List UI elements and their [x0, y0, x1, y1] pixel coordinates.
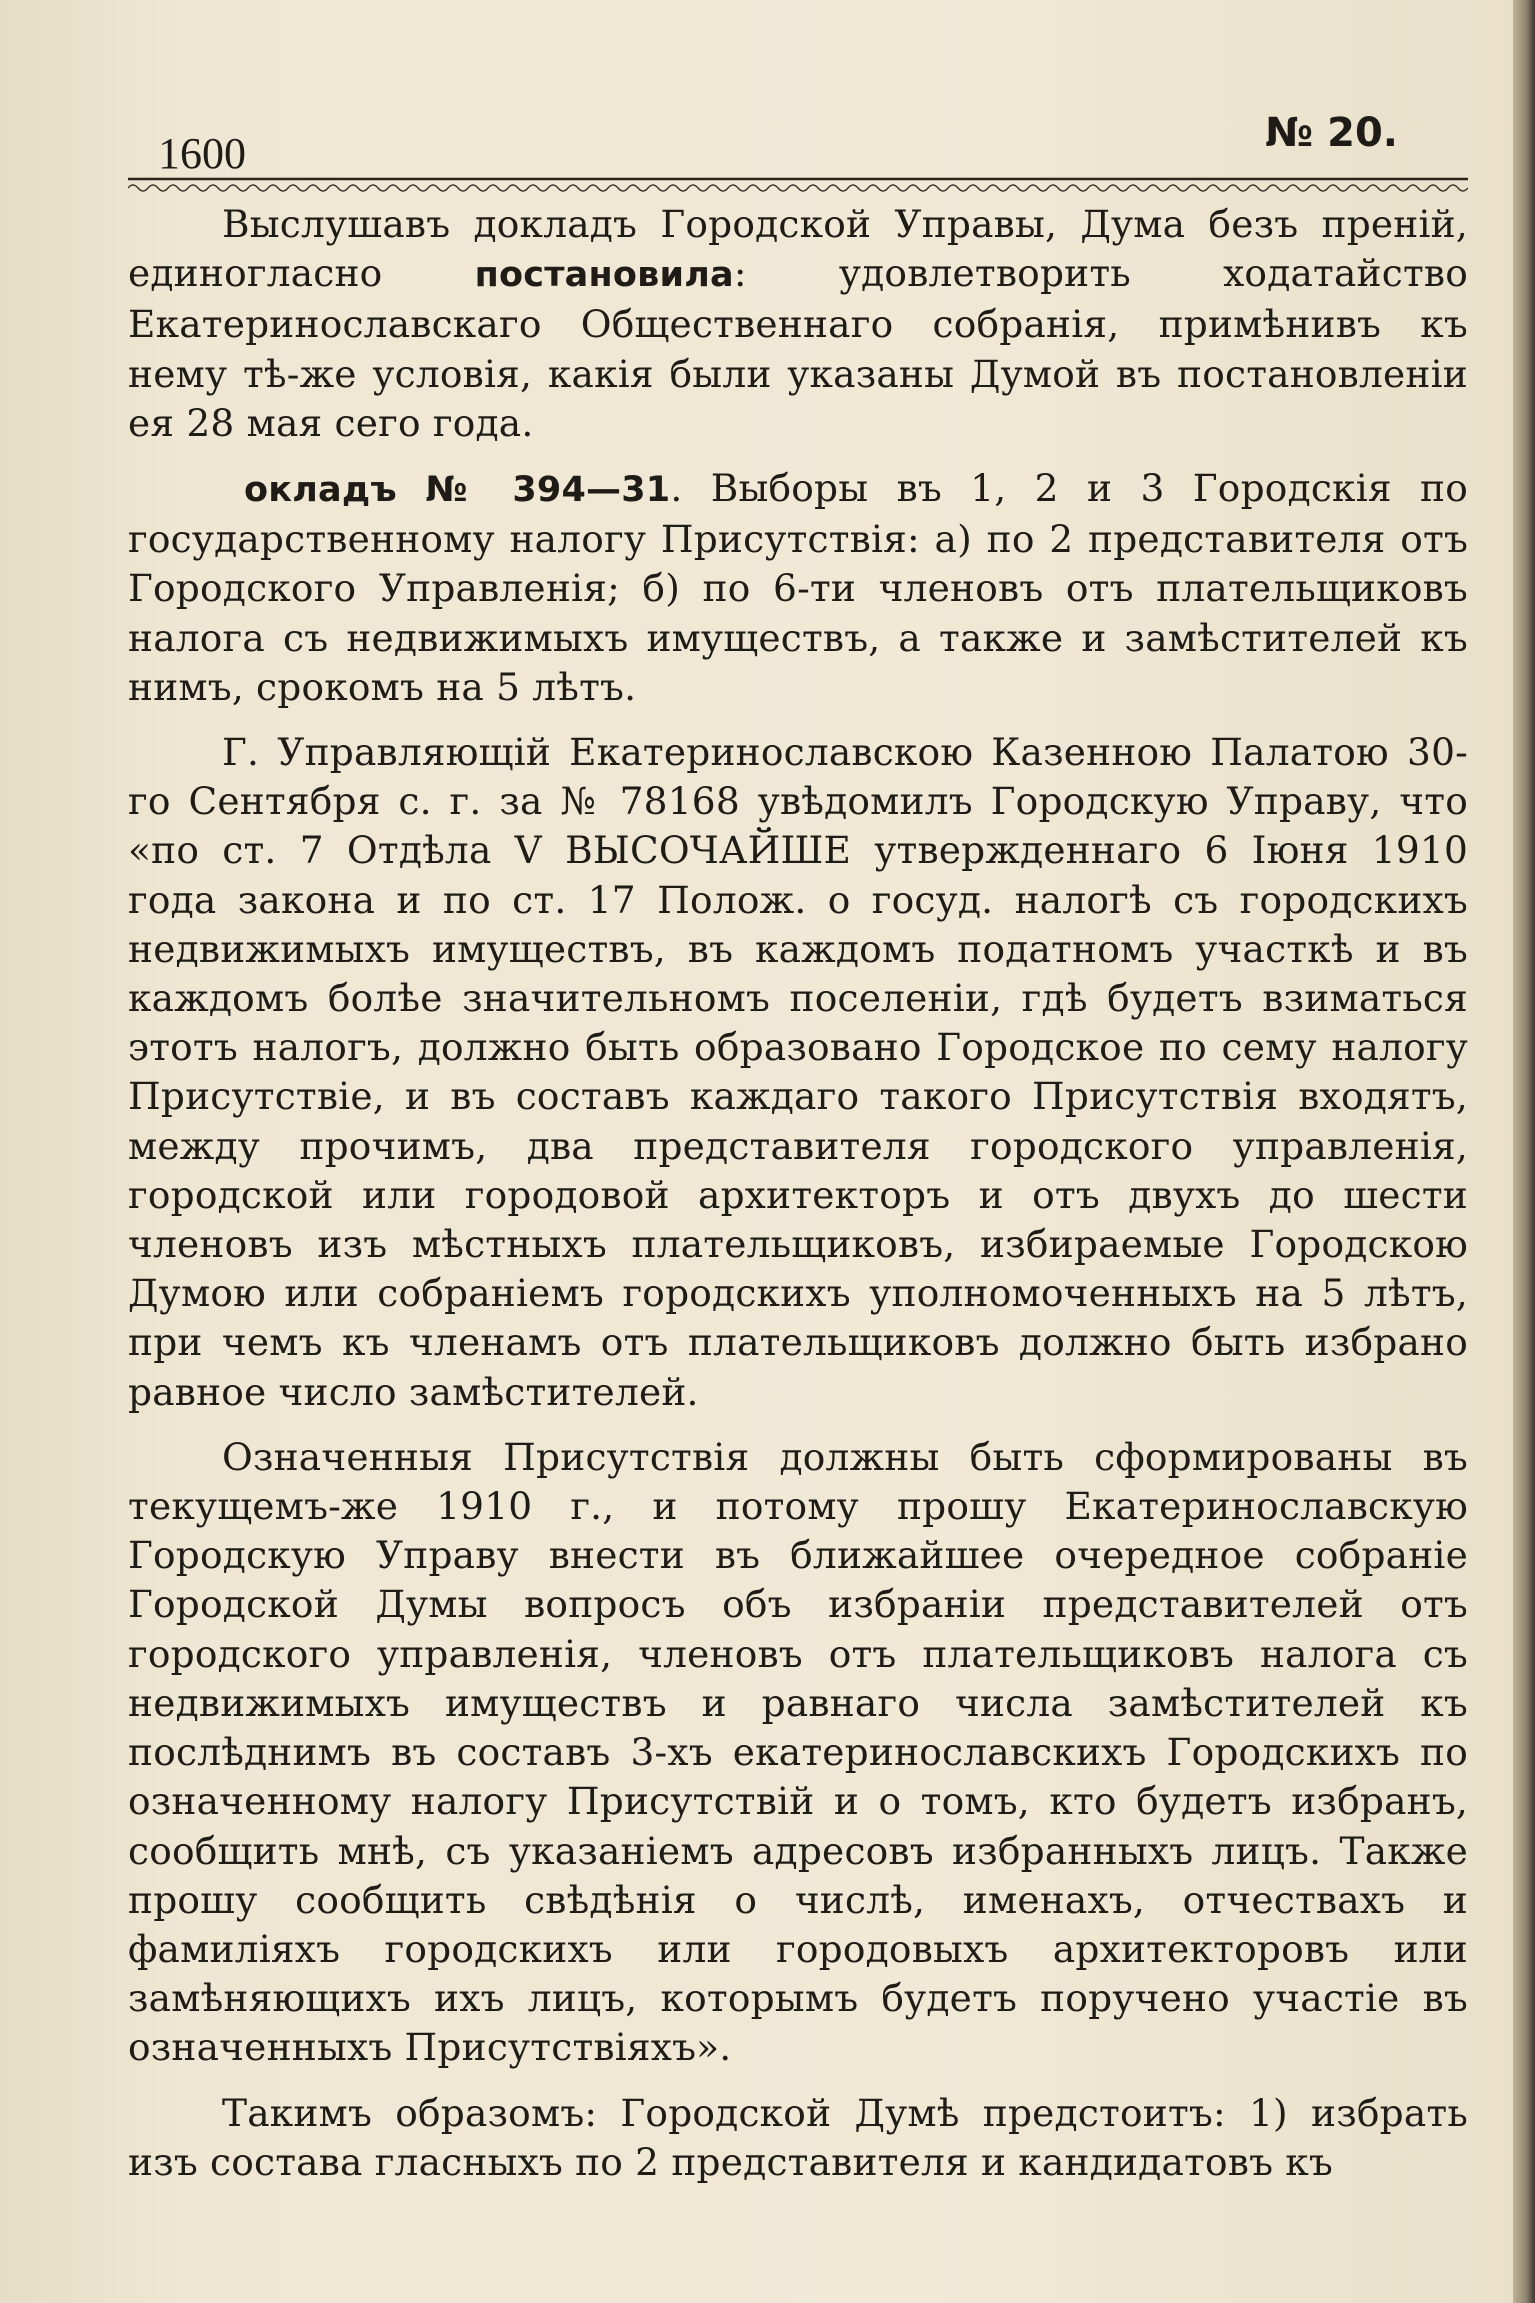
paragraph-request: Означенныя Присутствія должны быть сформированы въ текущемъ-же 1910 г., и потому прошу Екатеринославскую Городскую Управу внести въ ближайшее очередное собраніе Городской Думы вопросъ объ избраніи представителей отъ городского управленія, членовъ отъ плательщиковъ налога съ недвижимыхъ имуществъ и равнаго числа замѣстителей къ послѣднимъ въ составъ 3-хъ екатеринославскихъ Городскихъ по означенному налогу Присутствій и о томъ, кто будетъ избранъ, сообщить мнѣ, съ указаніемъ адресовъ избранныхъ лицъ. Также прошу сообщить свѣдѣнія о числѣ, именахъ, отчествахъ и фамиліяхъ городскихъ или городовыхъ архитекторовъ или замѣняющихъ ихъ лицъ, которымъ будетъ поручено участіе въ означенныхъ Присутствіяхъ». [128, 1434, 1468, 2070]
page-number: 1600 [158, 129, 246, 178]
report-title-text: . Выборы въ 1, 2 и 3 Городскія по государственному налогу Присутствія: а) по 2 представителя отъ Городского Управленія; б) по 6-ти членовъ отъ плательщиковъ налога съ недвижимыхъ имуществъ, а также и замѣстителей къ нимъ, срокомъ на 5 лѣтъ. [128, 466, 1468, 709]
page-binding-edge [1513, 0, 1535, 2303]
paragraph-report [128, 464, 1468, 712]
header-wavy-rule [128, 176, 1468, 196]
page-header [128, 110, 1468, 178]
paragraph-conclusion: Такимъ образомъ: Городской Думѣ предстоитъ: 1) избрать изъ состава гласныхъ по 2 представителя и кандидатовъ къ [128, 2090, 1468, 2184]
report-number-label: окладъ № 394—31 [244, 470, 671, 511]
paragraph-resolution [128, 200, 1468, 448]
paragraph-treasury-letter: Г. Управляющій Екатеринославскою Казенною Палатою 30-го Сентября с. г. за № 78168 увѣдомилъ Городскую Управу, что «по ст. 7 Отдѣла V ВЫСОЧАЙШЕ утвержденнаго 6 Іюня 1910 года закона и по ст. 17 Полож. о госуд. налогѣ съ городскихъ недвижимыхъ имуществъ, въ каждомъ податномъ участкѣ и въ каждомъ болѣе значительномъ поселеніи, гдѣ будетъ взиматься этотъ налогъ, должно быть образовано Городское по сему налогу Присутствіе, и въ составъ каждаго такого Присутствія входятъ, между прочимъ, два представителя городского управленія, городской или городовой архитекторъ и отъ двухъ до шести членовъ изъ мѣстныхъ плательщиковъ, избираемые Городскою Думою или собраніемъ городскихъ уполномоченныхъ на 5 лѣтъ, при чемъ къ членамъ отъ плательщиковъ должно быть избрано равное число замѣстителей. [128, 730, 1468, 1414]
paragraph-resolution-text-end: : удовлетворить ходатайство Екатеринославскаго Общественнаго собранія, примѣнивъ къ нему тѣ-же условія, какія были указаны Думой въ постановленіи ея 28 мая сего года. [128, 251, 1468, 445]
issue-number: № 20. [1265, 110, 1398, 156]
body-text [128, 200, 1468, 2187]
resolution-keyword: постановила [474, 255, 734, 296]
paragraph-resolution-text: Выслушавъ докладъ Городской Управы, Дума безъ преній, единогласно [128, 202, 1468, 296]
